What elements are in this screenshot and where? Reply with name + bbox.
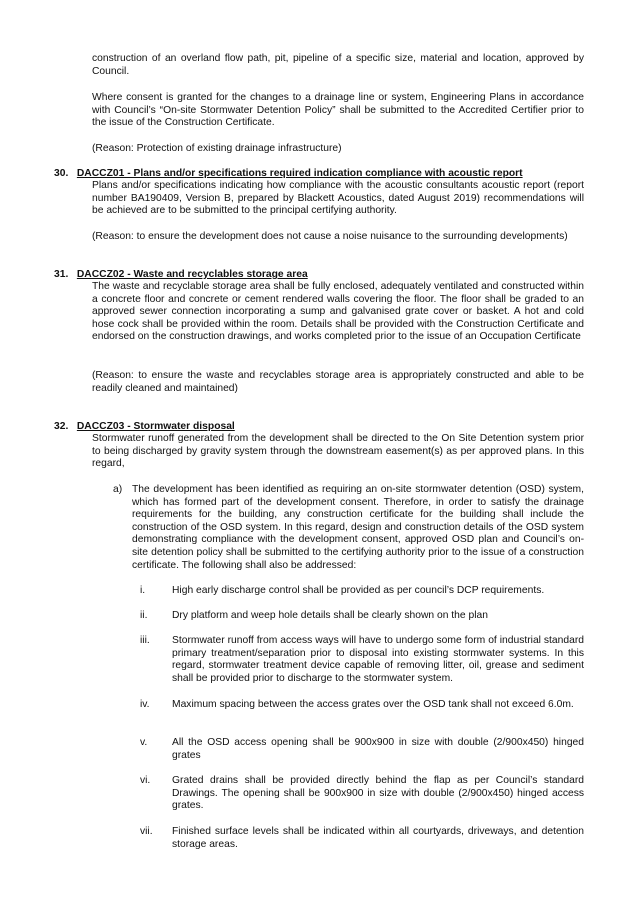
condition-32-body: Stormwater runoff generated from the development shall be directed to the On Site Detention system prior to being discharged by gravity system through the downstream easement(s) as per approved plans. In this regard, [92, 433, 584, 470]
condition-31-reason: (Reason: to ensure the waste and recyclables storage area is appropriately constructed and able to be readily cleaned and maintained) [92, 370, 584, 394]
condition-30-body: Plans and/or specifications indicating how compliance with the acoustic consultants acoustic report (report number BA190409, Version B, prepared by Blackett Acoustics, dated August 2019) recommendations will be achieved are to be submitted to the principal certifying authority. [92, 180, 584, 217]
list-item-text: All the OSD access opening shall be 900x900 in size with double (2/900x450) hinged grates [172, 737, 584, 761]
condition-31-body: The waste and recyclable storage area shall be fully enclosed, adequately ventilated and constructed within a concrete floor and concrete or cement rendered walls covering the floor. The floor shall be graded to an approved sewer connection incorporating a sump and galvanised grate cover or basket. A hot and cold hose cock shall be provided within the room. Details shall be provided with the Construction Certificate and endorsed on the construction drawings, and works completed prior to the issue of an Occupation Certificate [92, 281, 584, 343]
condition-number: 31. [54, 269, 69, 280]
list-item-marker: v. [140, 737, 148, 748]
list-item-marker: iv. [140, 699, 150, 710]
list-item-text: High early discharge control shall be provided as per council’s DCP requirements. [172, 585, 545, 596]
condition-title: DACCZ02 - Waste and recyclables storage area [76, 269, 308, 280]
sub-item-text: The development has been identified as requiring an on-site stormwater detention (OSD) system, which has formed part of the development consent. Therefore, in order to satisfy the drainage requirements for the building, any construction certificate for the building shall include the construction of the OSD system. In this regard, design and construction details of the OSD system demonstrating compliance with the development consent, approved OSD plan and Council’s on-site detention policy shall be submitted to the certifying authority prior to the issue of a construction certificate. The following shall also be addressed: [132, 484, 584, 571]
intro-paragraph-2: Where consent is granted for the changes to a drainage line or system, Engineering Plans in accordance with Council’s “On-site Stormwater Detention Policy” shall be submitted to the Accredited Certifier prior to the issue of the Construction Certificate. [92, 92, 584, 129]
list-item-marker: ii. [140, 610, 148, 621]
condition-30-heading [54, 168, 584, 181]
list-item-text: Finished surface levels shall be indicated within all courtyards, driveways, and detention storage areas. [172, 826, 584, 850]
condition-number: 32. [54, 421, 69, 432]
sub-item-marker: a) [113, 484, 123, 495]
list-item-marker: i. [140, 585, 146, 596]
list-item-text: Dry platform and weep hole details shall be clearly shown on the plan [172, 610, 488, 621]
condition-title: DACCZ01 - Plans and/or specifications required indication compliance with acoustic report [76, 168, 523, 179]
list-item-text: Grated drains shall be provided directly behind the flap as per Council’s standard Drawings. The opening shall be 900x900 in size with double (2/900x450) hinged access grates. [172, 775, 584, 812]
list-item-marker: vii. [140, 826, 153, 837]
condition-31-heading [54, 269, 584, 282]
intro-paragraph-1: construction of an overland flow path, pit, pipeline of a specific size, material and location, approved by Council. [92, 53, 584, 77]
list-item-marker: iii. [140, 635, 150, 646]
list-item-marker: vi. [140, 775, 151, 786]
list-item-text: Stormwater runoff from access ways will have to undergo some form of industrial standard primary treatment/separation prior to disposal into existing stormwater systems. In this regard, stormwater treatment device capable of removing litter, oil, grease and sediment shall be provided prior to discharge to the stormwater system. [172, 635, 584, 684]
condition-title: DACCZ03 - Stormwater disposal [76, 421, 235, 432]
condition-32-heading [54, 421, 584, 434]
condition-30-reason: (Reason: to ensure the development does not cause a noise nuisance to the surrounding developments) [92, 231, 568, 242]
intro-reason: (Reason: Protection of existing drainage infrastructure) [92, 143, 342, 154]
condition-number: 30. [54, 168, 69, 179]
list-item-text: Maximum spacing between the access grates over the OSD tank shall not exceed 6.0m. [172, 699, 574, 710]
